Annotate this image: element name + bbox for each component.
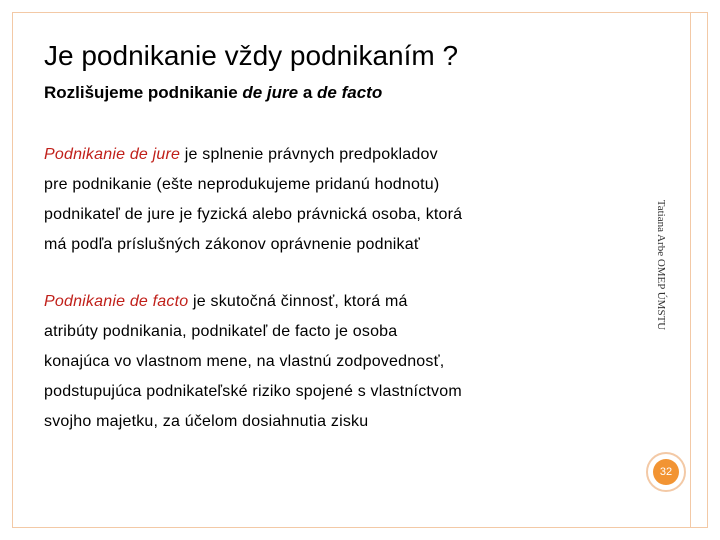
paragraph-line: má podľa príslušných zákonov oprávnenie podnikať bbox=[44, 236, 421, 253]
paragraph-de-jure bbox=[44, 140, 462, 260]
page-number-badge bbox=[646, 452, 686, 492]
paragraph-line: atribúty podnikania, podnikateľ de facto je osoba bbox=[44, 323, 398, 340]
sidebar-author-text: Tatiana Arbe OMEP ÚMSTU bbox=[655, 199, 667, 331]
frame-bottom-border bbox=[12, 527, 708, 528]
paragraph-line bbox=[44, 140, 462, 170]
sidebar-divider bbox=[690, 12, 691, 528]
frame-left-border bbox=[12, 12, 13, 528]
subtitle-de-jure: de jure bbox=[242, 83, 299, 102]
page-number: 32 bbox=[653, 459, 679, 485]
frame-right-border bbox=[707, 12, 708, 528]
frame-top-border bbox=[12, 12, 708, 13]
term-de-jure: Podnikanie de jure bbox=[44, 146, 181, 163]
paragraph-line: pre podnikanie (ešte neprodukujeme pridanú hodnotu) bbox=[44, 176, 440, 193]
subtitle-text: Rozlišujeme podnikanie bbox=[44, 83, 243, 102]
paragraph-text: je splnenie právnych predpokladov bbox=[180, 146, 438, 163]
paragraph-line: konajúca vo vlastnom mene, na vlastnú zodpovednosť, bbox=[44, 353, 445, 370]
paragraph-text: je skutočná činnosť, ktorá má bbox=[188, 293, 408, 310]
subtitle-connector: a bbox=[298, 83, 318, 102]
paragraph-line: podnikateľ de jure je fyzická alebo právnická osoba, ktorá bbox=[44, 206, 463, 223]
paragraph-line: svojho majetku, za účelom dosiahnutia zisku bbox=[44, 413, 369, 430]
subtitle-de-facto: de facto bbox=[317, 83, 383, 102]
paragraph-line: podstupujúca podnikateľské riziko spojené s vlastníctvom bbox=[44, 383, 462, 400]
slide-subtitle bbox=[44, 83, 382, 103]
term-de-facto: Podnikanie de facto bbox=[44, 293, 189, 310]
slide-title: Je podnikanie vždy podnikaním ? bbox=[44, 40, 459, 71]
paragraph-de-facto bbox=[44, 287, 462, 437]
sidebar-footer bbox=[651, 190, 671, 340]
paragraph-line bbox=[44, 287, 462, 317]
